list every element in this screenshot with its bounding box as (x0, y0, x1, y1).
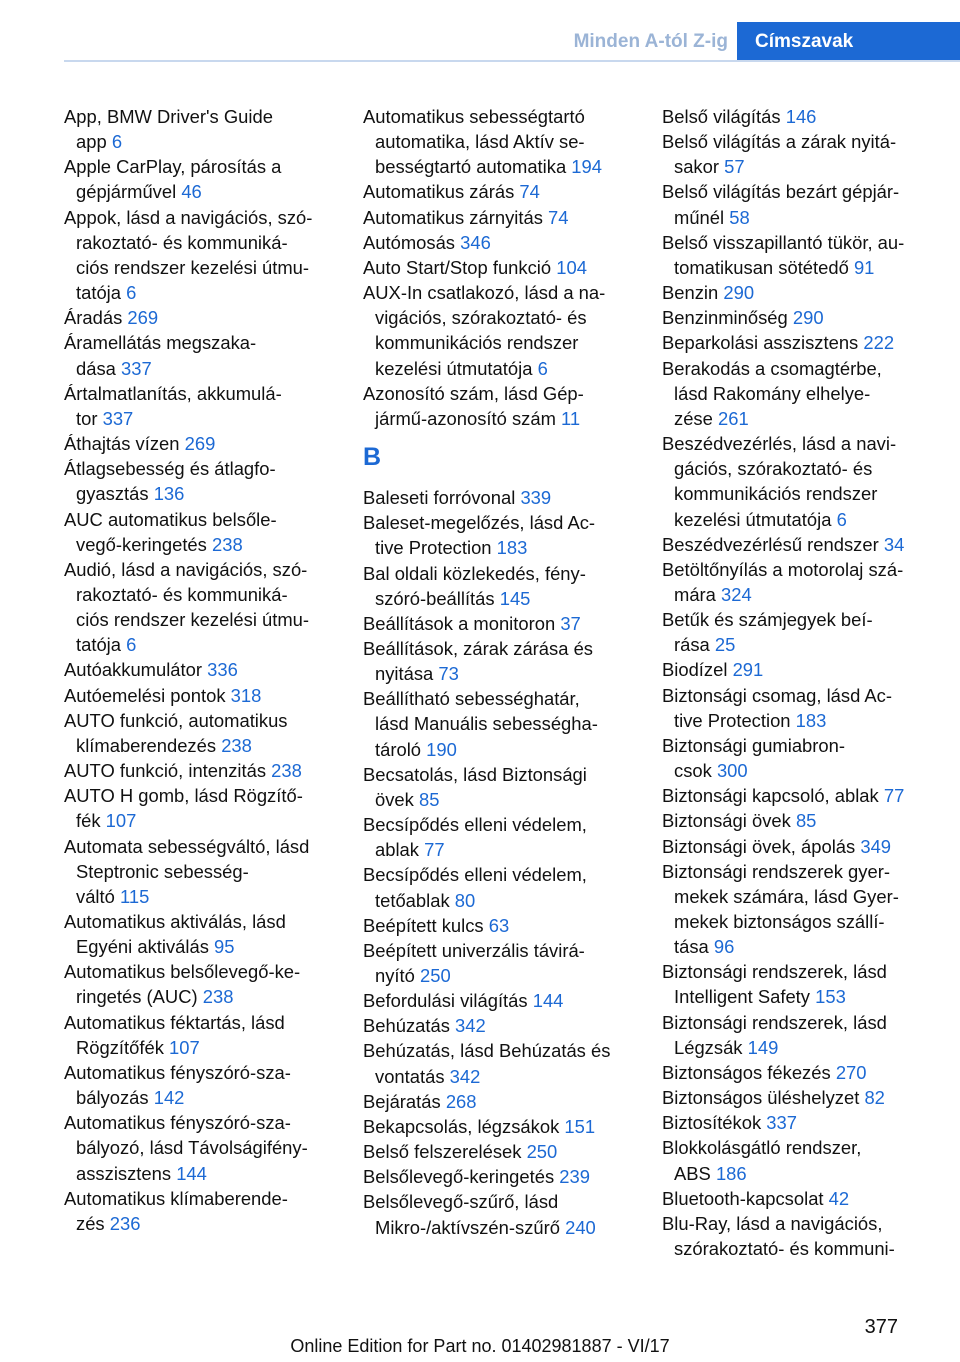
page-reference-link[interactable]: 25 (714, 634, 736, 656)
index-entry (662, 657, 952, 682)
index-entry (64, 154, 336, 204)
index-entry-text: Benzin (662, 282, 719, 304)
page-reference-link[interactable]: 85 (418, 788, 440, 810)
index-entry-text: Belső világítás a zárak nyitá- sakor (662, 131, 897, 178)
index-entry (363, 561, 635, 611)
index-entry (662, 607, 952, 657)
index-entry (363, 1089, 635, 1114)
index-entry-text: Belsőlevegő-keringetés (363, 1166, 555, 1188)
index-entry-text: Benzinminőség (662, 307, 788, 329)
page-reference-link[interactable]: 269 (127, 307, 159, 329)
index-entry (662, 683, 952, 733)
page-reference-link[interactable]: 58 (729, 206, 750, 228)
page-reference-link[interactable]: 57 (724, 156, 745, 178)
index-entry-text: Ártalmatlanítás, akkumulá- tor (64, 382, 282, 429)
index-entry (64, 1186, 336, 1236)
index-entry (662, 230, 952, 280)
section-heading-letter: B (363, 443, 382, 472)
page-reference-link[interactable]: 318 (230, 684, 262, 706)
page-reference-link[interactable]: 342 (455, 1015, 486, 1037)
page-reference-link[interactable]: 91 (853, 256, 875, 278)
page-reference-link[interactable]: 190 (426, 738, 457, 760)
index-entry (64, 104, 336, 154)
index-entry-text: Biztonsági rendszerek gyer- mekek számára, lásd Gyer- mekek biztonságos szállí- tása (662, 860, 899, 958)
index-entry (363, 611, 635, 636)
index-entry (363, 988, 635, 1013)
index-entry-text: Berakodás a csomagtérbe, lásd Rakomány elhelye- zése (662, 357, 882, 429)
index-entry (662, 431, 952, 532)
page-reference-link[interactable]: 6 (126, 634, 137, 656)
index-entry (64, 205, 336, 306)
index-entry (64, 381, 336, 431)
index-entry-text: Automatikus aktiválás, lásd Egyéni aktiválás (64, 911, 286, 958)
index-entry-text: Audió, lásd a navigációs, szó- rakoztató- és kommuniká- ciós rendszer kezelési útmu- tatója (64, 558, 310, 656)
page-reference-link[interactable]: 238 (202, 986, 234, 1008)
index-entry (363, 862, 635, 912)
index-entry-text: Beparkolási asszisztens (662, 332, 859, 354)
index-entry-text: AUTO H gomb, lásd Rögzítő- fék (64, 785, 303, 832)
page-reference-link[interactable]: 268 (445, 1090, 477, 1112)
index-entry-text: Biztonsági övek, ápolás (662, 835, 856, 857)
page-reference-link[interactable]: 107 (105, 810, 137, 832)
index-entry-text: Beépített kulcs (363, 914, 484, 936)
page-reference-link[interactable]: 291 (732, 659, 764, 681)
index-entry (363, 913, 635, 938)
index-entry (662, 305, 952, 330)
page-reference-link[interactable]: 37 (560, 612, 581, 634)
page-reference-link[interactable]: 136 (153, 483, 185, 505)
page-reference-link[interactable]: 42 (828, 1187, 850, 1209)
index-entry-text: Áthajtás vízen (64, 433, 180, 455)
index-column-3 (662, 104, 952, 1261)
index-entry (363, 762, 635, 812)
page-reference-link[interactable]: 46 (181, 181, 202, 203)
index-entry-text: Automatikus fényszóró-sza- bályozás (64, 1061, 291, 1109)
index-entry-text: Biztonságos fékezés (662, 1061, 831, 1083)
index-entry-text: Azonosító szám, lásd Gép- jármű-azonosító szám (363, 382, 584, 429)
page-reference-link[interactable]: 238 (221, 734, 252, 756)
page-reference-link[interactable]: 82 (864, 1087, 885, 1109)
page-reference-link[interactable]: 349 (860, 835, 892, 857)
index-entry (662, 104, 952, 129)
header-divider (64, 60, 960, 62)
page-reference-link[interactable]: 324 (721, 583, 752, 605)
index-entry (64, 305, 336, 330)
index-entry-text: Biztonsági övek (662, 810, 791, 832)
index-entry (662, 1135, 952, 1185)
page-reference-link[interactable]: 238 (271, 760, 302, 782)
index-entry (662, 179, 952, 229)
page-reference-link[interactable]: 6 (836, 508, 847, 530)
index-entry-text: Automatikus klímaberende- zés (64, 1187, 288, 1234)
page-reference-link[interactable]: 261 (717, 407, 749, 429)
page-reference-link[interactable]: 74 (519, 181, 540, 203)
index-entry-text: Behúzatás (363, 1015, 450, 1037)
index-entry (64, 330, 336, 380)
index-entry-text: Automatikus zárnyitás (363, 206, 543, 228)
page-reference-link[interactable]: 11 (561, 407, 581, 429)
index-entry-text: Biztonsági rendszerek, lásd Intelligent Safety (662, 961, 887, 1008)
page-reference-link[interactable]: 77 (424, 839, 445, 861)
index-entry (662, 129, 952, 179)
page-reference-link[interactable]: 151 (564, 1115, 596, 1137)
index-entry (662, 557, 952, 607)
index-entry-text: Autómosás (363, 231, 455, 253)
page-reference-link[interactable]: 142 (153, 1087, 185, 1109)
index-entry (662, 1010, 952, 1060)
page-reference-link[interactable]: 222 (863, 332, 895, 354)
page-reference-link[interactable]: 236 (109, 1212, 141, 1234)
index-entry (662, 959, 952, 1009)
index-entry (662, 356, 952, 431)
index-entry (662, 330, 952, 355)
index-entry-text: Blu-Ray, lásd a navigációs, szórakoztató- és kommuni- (662, 1212, 895, 1260)
index-entry (662, 1211, 952, 1261)
page-reference-link[interactable]: 337 (766, 1112, 797, 1134)
index-entry-text: Beszédvezérlésű rendszer (662, 533, 879, 555)
index-entry-text: AUTO funkció, automatikus klímaberendezés (64, 709, 288, 756)
index-entry-text: Becsípődés elleni védelem, tetőablak (363, 864, 587, 911)
index-entry-text: Autóemelési pontok (64, 684, 226, 706)
index-entry (363, 938, 635, 988)
index-entry (363, 812, 635, 862)
index-entry (662, 733, 952, 783)
page-reference-link[interactable]: 95 (214, 936, 235, 958)
index-entry (662, 280, 952, 305)
index-entry (363, 104, 635, 179)
page-reference-link[interactable]: 290 (723, 282, 755, 304)
index-entry-text: Belső világítás (662, 106, 781, 127)
index-entry (363, 1038, 635, 1088)
index-entry-text: Becsatolás, lásd Biztonsági övek (363, 763, 587, 810)
index-entry (64, 834, 336, 909)
page-reference-link[interactable]: 74 (548, 206, 569, 228)
index-entry-text: Appok, lásd a navigációs, szó- rakoztató- és kommuniká- ciós rendszer kezelési útmu- tatója (64, 206, 313, 304)
index-entry (64, 959, 336, 1009)
index-entry (64, 456, 336, 506)
index-entry (64, 708, 336, 758)
page-reference-link[interactable]: 240 (565, 1216, 596, 1238)
page-reference-link[interactable]: 346 (460, 231, 491, 253)
page-reference-link[interactable]: 107 (169, 1036, 200, 1058)
index-entry (662, 1085, 952, 1110)
index-entry (64, 1010, 336, 1060)
index-entry-text: AUX-In csatlakozó, lásd a na- vigációs, szórakoztató- és kommunikációs rendszer kezelési útmutatója (363, 282, 606, 379)
index-entry (363, 1164, 635, 1189)
index-entry (64, 683, 336, 708)
index-entry-text: Biztosítékok (662, 1112, 762, 1134)
index-entry-text: App, BMW Driver's Guide app (64, 106, 273, 153)
index-entry-text: Betűk és számjegyek beí- rása (662, 609, 873, 656)
page-reference-link[interactable]: 85 (795, 810, 817, 832)
page-reference-link[interactable]: 337 (121, 357, 152, 379)
index-entry-text: Biodízel (662, 659, 728, 681)
index-entry (662, 1186, 952, 1211)
index-entry-text: Apple CarPlay, párosítás a gépjárművel (64, 156, 282, 203)
index-entry-text: Biztonsági rendszerek, lásd Légzsák (662, 1011, 887, 1058)
index-entry (363, 255, 635, 280)
index-entry (64, 557, 336, 658)
index-entry-text: Belsőlevegő-szűrő, lásd Mikro-/aktívszén-szűrő (363, 1191, 560, 1238)
index-entry (363, 179, 635, 204)
page-reference-link[interactable]: 238 (211, 533, 243, 555)
index-entry (64, 758, 336, 783)
index-entry (363, 510, 635, 560)
index-entry-text: Biztonsági gumiabron- csok (662, 734, 845, 782)
page-reference-link[interactable]: 183 (496, 537, 528, 559)
index-entry-text: Baleseti forróvonal (363, 487, 516, 509)
index-entry (662, 532, 952, 557)
index-entry-text: Bluetooth-kapcsolat (662, 1187, 824, 1209)
index-entry-text: Belső visszapillantó tükör, au- tomatikusan sötétedő (662, 231, 905, 278)
active-section-tab: Címszavak (737, 22, 960, 62)
page-reference-link[interactable]: 63 (488, 914, 510, 936)
index-entry-text: Automatikus fényszóró-sza- bályozó, lásd Távolságifény- asszisztens (64, 1112, 308, 1184)
index-entry (662, 859, 952, 960)
index-entry-text: Behúzatás, lásd Behúzatás és vontatás (363, 1040, 611, 1087)
index-entry-text: Blokkolásgátló rendszer, ABS (662, 1137, 862, 1184)
index-entry-text: Beállítható sebességhatár, lásd Manuális sebességha- tároló (363, 688, 598, 760)
index-entry (64, 909, 336, 959)
index-entry (662, 1110, 952, 1135)
index-entry-text: Automatikus belsőlevegő-ke- ringetés (AUC) (64, 961, 301, 1008)
index-entry-text: Áramellátás megszaka- dása (64, 332, 257, 379)
page-reference-link[interactable]: 239 (559, 1166, 590, 1188)
index-entry (363, 485, 635, 510)
index-entry-text: Becsípődés elleni védelem, ablak (363, 814, 587, 861)
page-reference-link[interactable]: 96 (713, 936, 735, 958)
page-reference-link[interactable]: 342 (449, 1065, 481, 1087)
page-reference-link[interactable]: 183 (795, 709, 827, 731)
index-entry (64, 1110, 336, 1185)
index-entry (363, 1139, 635, 1164)
index-entry-text: Átlagsebesség és átlagfo- gyasztás (64, 458, 276, 505)
index-column-2 (363, 104, 635, 1240)
page-header (0, 0, 960, 62)
index-entry (363, 230, 635, 255)
index-entry (662, 808, 952, 833)
page-reference-link[interactable]: 290 (792, 307, 824, 329)
index-entry-text: Biztonsági csomag, lásd Ac- tive Protection (662, 684, 892, 731)
index-entry-text: Beépített univerzális távirá- nyító (363, 939, 585, 986)
page-reference-link[interactable]: 269 (184, 433, 216, 455)
footer-edition: Online Edition for Part no. 01402981887 - VI/17 (290, 1336, 670, 1356)
index-entry-text: Beszédvezérlés, lásd a navi- gációs, szórakoztató- és kommunikációs rendszer kezelési útmutatója (662, 433, 897, 530)
page-reference-link[interactable]: 300 (716, 760, 748, 782)
index-entry-text: Auto Start/Stop funkció (363, 256, 552, 278)
page-reference-link[interactable]: 73 (438, 663, 459, 685)
index-entry (363, 1189, 635, 1239)
index-entry (363, 280, 635, 381)
index-entry-text: AUC automatikus belsőle- vegő-keringetés (64, 508, 277, 555)
index-entry-text: Autóakkumulátor (64, 659, 203, 681)
page-reference-link[interactable]: 337 (102, 407, 134, 429)
index-entry-text: Áradás (64, 307, 123, 329)
index-column-1 (64, 104, 336, 1236)
index-entry (64, 657, 336, 682)
page-reference-link[interactable]: 144 (532, 990, 564, 1012)
index-entry (363, 636, 635, 686)
page-reference-link[interactable]: 6 (111, 131, 123, 153)
index-entry-text: Beállítások a monitoron (363, 612, 556, 634)
index-entry-text: Belső világítás bezárt gépjár- műnél (662, 181, 900, 228)
page-reference-link[interactable]: 250 (420, 965, 451, 986)
index-entry-text: Betöltőnyílás a motorolaj szá- mára (662, 558, 904, 605)
page-reference-link[interactable]: 194 (571, 156, 602, 178)
index-entry (363, 1013, 635, 1038)
page-reference-link[interactable]: 144 (176, 1162, 207, 1184)
index-entry (363, 686, 635, 761)
index-entry (363, 205, 635, 230)
index-entry-text: Belső felszerelések (363, 1141, 522, 1163)
index-entry-text: Automatikus féktartás, lásd Rögzítőfék (64, 1011, 285, 1058)
page-reference-link[interactable]: 80 (454, 889, 476, 911)
index-entry (64, 431, 336, 456)
page-reference-link[interactable]: 145 (499, 587, 531, 609)
index-entry-text: Automatikus zárás (363, 181, 515, 203)
index-entry-text: AUTO funkció, intenzitás (64, 760, 267, 782)
index-entry (64, 1060, 336, 1110)
page-reference-link[interactable]: 115 (119, 885, 150, 907)
page-reference-link[interactable]: 336 (207, 659, 238, 681)
index-entry-text: Bekapcsolás, légzsákok (363, 1115, 560, 1137)
page-reference-link[interactable]: 146 (785, 106, 817, 127)
page-reference-link[interactable]: 339 (520, 487, 552, 509)
index-entry (662, 834, 952, 859)
section-label: Minden A-tól Z-ig (573, 31, 728, 52)
page-reference-link[interactable]: 270 (835, 1061, 867, 1083)
page-reference-link[interactable]: 6 (537, 357, 548, 379)
index-entry (64, 507, 336, 557)
page-reference-link[interactable]: 153 (815, 986, 846, 1008)
page-reference-link[interactable]: 6 (126, 282, 137, 304)
page-reference-link[interactable]: 77 (883, 785, 905, 807)
index-entry (662, 1060, 952, 1085)
page-reference-link[interactable]: 34 (883, 533, 905, 555)
index-entry-text: Baleset-megelőzés, lásd Ac- tive Protection (363, 512, 596, 559)
page-reference-link[interactable]: 149 (747, 1036, 779, 1058)
page-reference-link[interactable]: 250 (526, 1141, 558, 1163)
index-entry-text: Bal oldali közlekedés, fény- szóró-beállítás (363, 562, 586, 609)
index-entry (363, 1114, 635, 1139)
index-entry-text: Befordulási világítás (363, 990, 528, 1012)
index-entry-text: Bejáratás (363, 1090, 441, 1112)
index-entry-text: Biztonsági kapcsoló, ablak (662, 785, 879, 807)
index-entry-text: Biztonságos üléshelyzet (662, 1087, 860, 1109)
index-entry (363, 381, 635, 431)
page-reference-link[interactable]: 104 (556, 256, 587, 278)
index-entry (662, 783, 952, 808)
page-number: 377 (864, 1316, 898, 1338)
page-reference-link[interactable]: 186 (715, 1162, 747, 1184)
index-entry-text: Automata sebességváltó, lásd Steptronic sebesség- váltó (64, 835, 310, 907)
index-entry-text: Beállítások, zárak zárása és nyitása (363, 637, 593, 685)
index-entry (64, 783, 336, 833)
index-entry-text: Automatikus sebességtartó automatika, lásd Aktív se- bességtartó automatika (363, 106, 585, 178)
